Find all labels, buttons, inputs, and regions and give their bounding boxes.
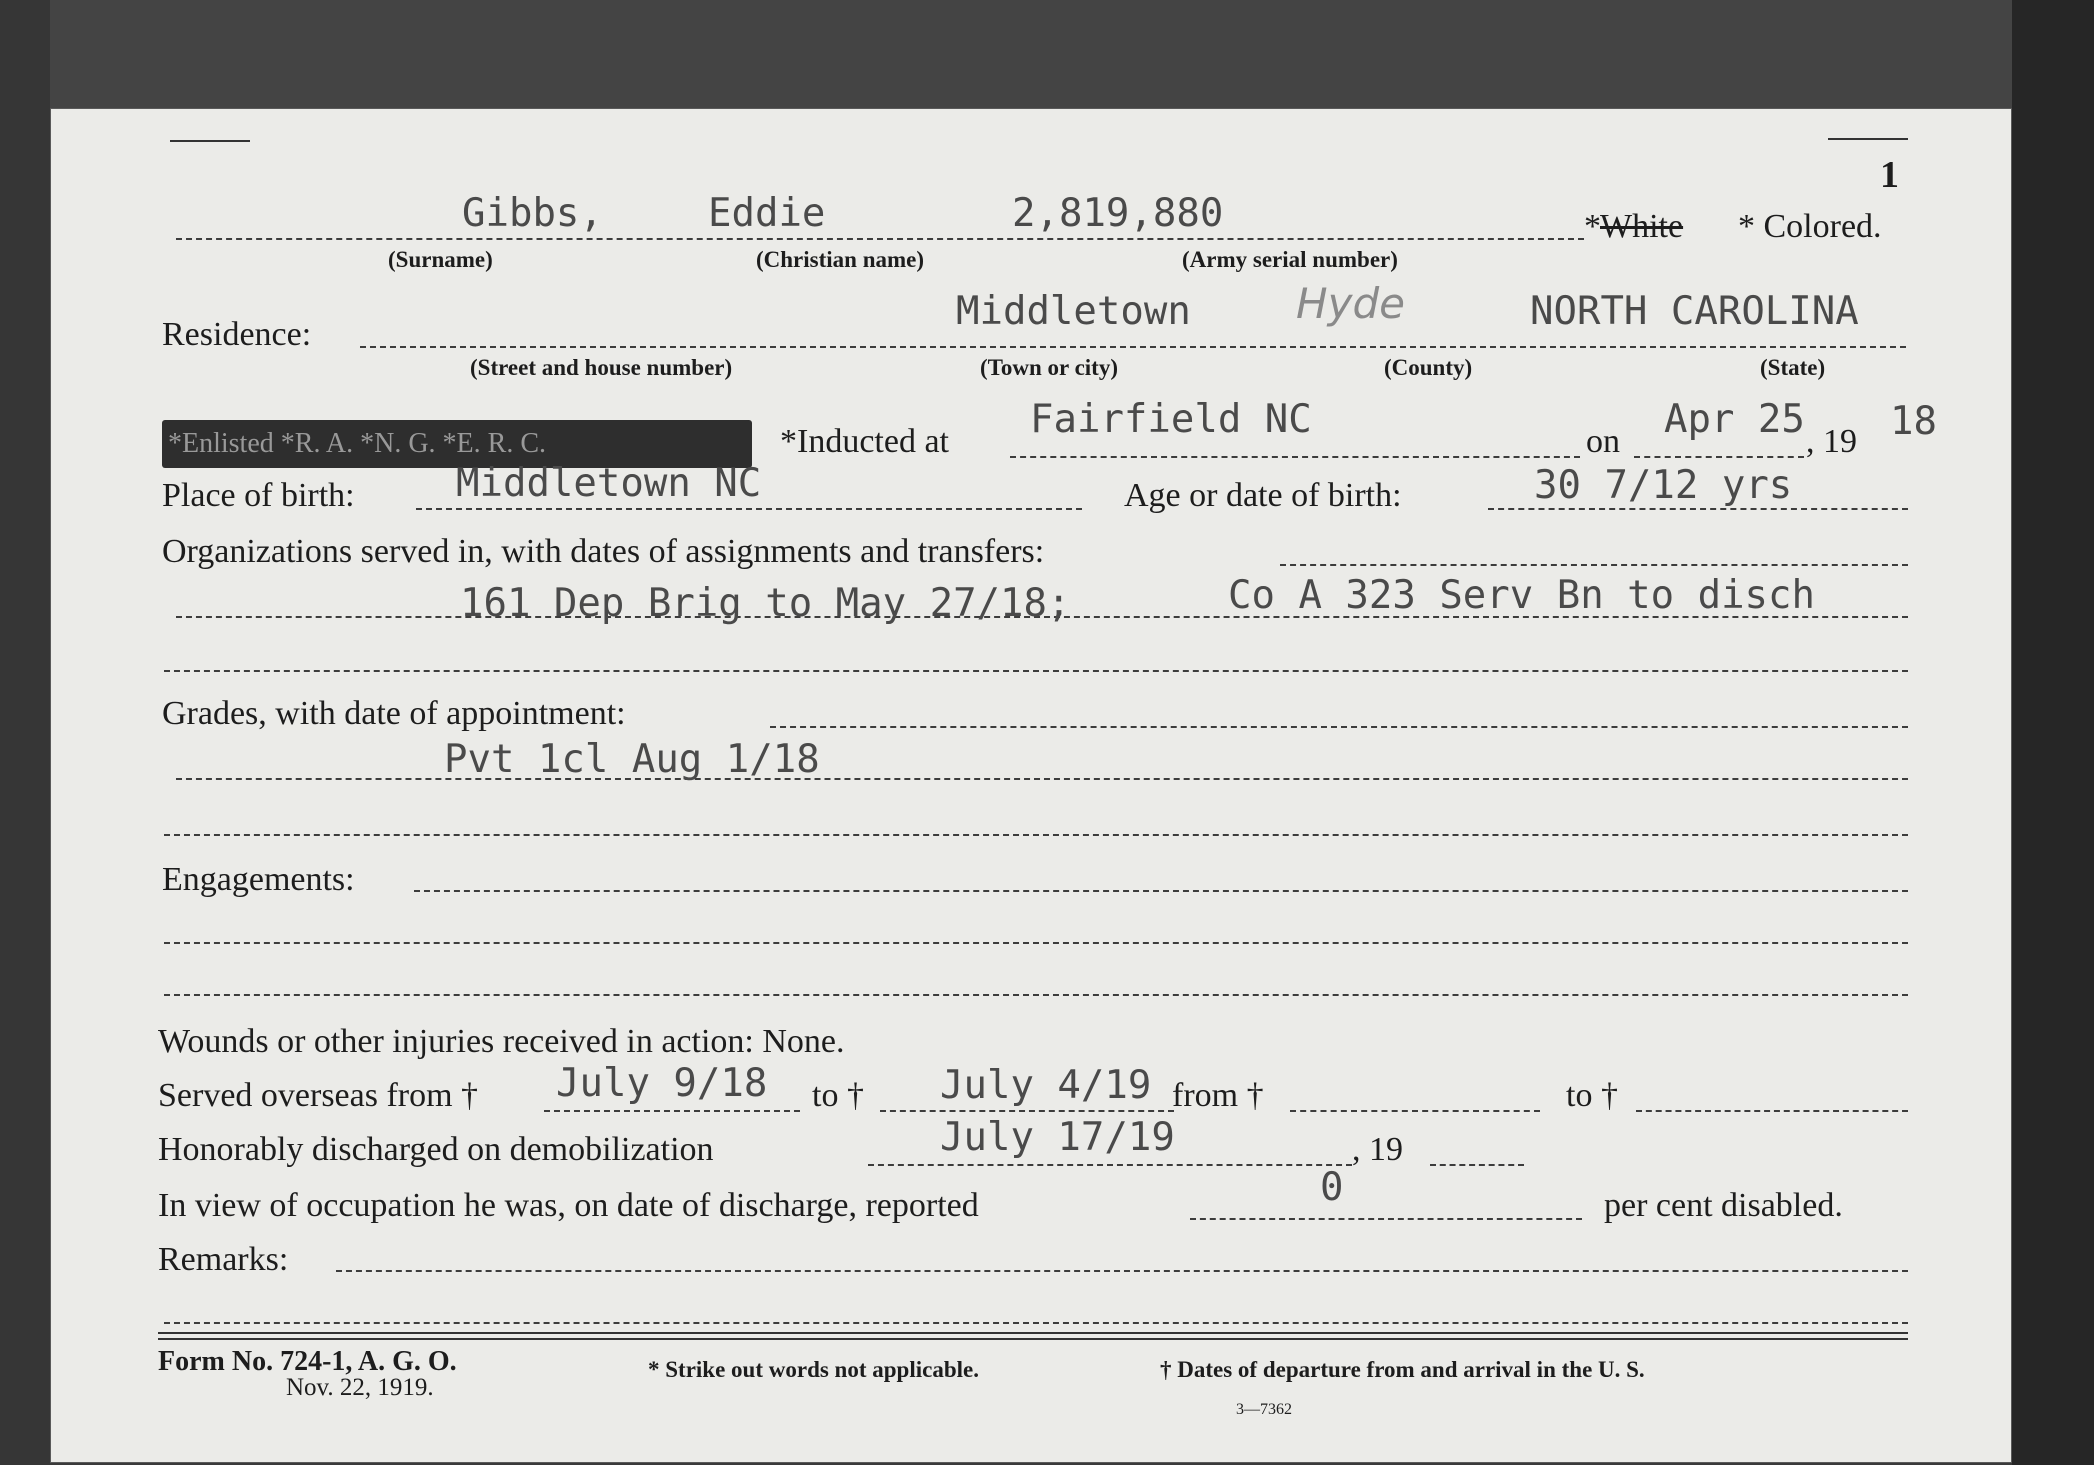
discharge-label: Honorably discharged on demobilization: [158, 1131, 714, 1168]
inducted-line: [1010, 456, 1580, 458]
footer-rule-2: [158, 1338, 1908, 1340]
place-of-birth-value: Middletown NC: [456, 461, 762, 506]
organizations-label: Organizations served in, with dates of assignments and transfers:: [162, 533, 1045, 570]
footer-rule-1: [158, 1332, 1908, 1334]
serial-number-value: 2,819,880: [1012, 191, 1224, 236]
inducted-label: *Inducted at: [780, 423, 949, 460]
engagements-label: Engagements:: [162, 861, 355, 898]
print-code: 3—7362: [1236, 1401, 1292, 1418]
disability-line: [1190, 1218, 1582, 1220]
age-line: [1488, 508, 1908, 510]
overseas-from2-label: from †: [1172, 1077, 1264, 1114]
county-label: (County): [1384, 355, 1473, 380]
corner-mark-right: [1828, 138, 1908, 140]
grades-line-1: [176, 778, 1908, 780]
christian-name-value: Eddie: [708, 191, 826, 236]
overseas-to-line: [880, 1110, 1174, 1112]
remarks-label: Remarks:: [158, 1241, 289, 1278]
on-label: on: [1586, 423, 1620, 460]
race-star: *: [1584, 208, 1601, 245]
organization-entry-2: Co A 323 Serv Bn to disch: [1228, 573, 1815, 618]
age-value: 30 7/12 yrs: [1534, 463, 1793, 508]
strike-note: * Strike out words not applicable.: [648, 1357, 979, 1382]
grades-line-0: [770, 726, 1908, 728]
serial-number-label: (Army serial number): [1182, 247, 1398, 272]
discharge-year-label: , 19: [1352, 1131, 1403, 1168]
background-left: [0, 0, 50, 1465]
overseas-to-value: July 4/19: [940, 1063, 1152, 1108]
discharge-line: [868, 1164, 1352, 1166]
grade-entry: Pvt 1cl Aug 1/18: [444, 737, 820, 782]
organization-entry-1: 161 Dep Brig to May 27/18;: [460, 581, 1071, 626]
organizations-line-0: [1280, 564, 1908, 566]
engagements-line-2: [164, 994, 1908, 996]
background-top: [0, 0, 2094, 108]
grades-label: Grades, with date of appointment:: [162, 695, 626, 732]
dagger-note: † Dates of departure from and arrival in the U. S.: [1160, 1357, 1645, 1382]
overseas-to2-line: [1636, 1110, 1908, 1112]
place-of-birth-label: Place of birth:: [162, 477, 355, 514]
form-number: Form No. 724-1, A. G. O.: [158, 1346, 457, 1377]
inducted-date: Apr 25: [1664, 397, 1805, 442]
card-number: 1: [1880, 154, 1899, 196]
year-prefix: , 19: [1806, 423, 1857, 460]
engagements-line-1: [164, 942, 1908, 944]
overseas-to-label: to †: [812, 1077, 864, 1114]
residence-line: [360, 346, 1906, 348]
disability-value: 0: [1320, 1165, 1344, 1210]
grades-line-2: [164, 834, 1908, 836]
town-label: (Town or city): [980, 355, 1118, 380]
enlisted-struck: *Enlisted *R. A. *N. G. *E. R. C.: [168, 428, 547, 459]
race-white-struck: White: [1600, 208, 1684, 245]
state-label: (State): [1760, 355, 1826, 380]
discharge-date: July 17/19: [940, 1115, 1175, 1160]
organizations-line-2: [164, 670, 1908, 672]
name-line: [176, 238, 1584, 240]
engagements-line-0: [414, 890, 1908, 892]
disability-suffix: per cent disabled.: [1604, 1187, 1843, 1224]
overseas-from2-line: [1290, 1110, 1540, 1112]
remarks-line-0: [336, 1270, 1908, 1272]
inducted-year: 18: [1890, 399, 1937, 444]
race-colored: * Colored.: [1738, 208, 1882, 245]
remarks-line-1: [164, 1322, 1908, 1324]
corner-mark-left: [170, 140, 250, 142]
surname-value: Gibbs,: [462, 191, 603, 236]
town-value: Middletown: [956, 289, 1191, 334]
form-date: Nov. 22, 1919.: [286, 1374, 434, 1401]
discharge-year-line: [1430, 1164, 1524, 1166]
residence-label: Residence:: [162, 316, 312, 353]
county-value: Hyde: [1296, 279, 1405, 328]
surname-label: (Surname): [388, 247, 493, 272]
street-label: (Street and house number): [470, 355, 733, 380]
overseas-label: Served overseas from †: [158, 1077, 479, 1114]
state-value: NORTH CAROLINA: [1530, 289, 1859, 334]
disability-label: In view of occupation he was, on date of discharge, reported: [158, 1187, 979, 1224]
background-right: [2012, 0, 2094, 1465]
place-of-birth-line: [416, 508, 1082, 510]
wounds-label: Wounds or other injuries received in action: None.: [158, 1023, 845, 1060]
age-label: Age or date of birth:: [1124, 477, 1402, 514]
inducted-date-line: [1634, 456, 1804, 458]
overseas-from-value: July 9/18: [556, 1061, 768, 1106]
christian-name-label: (Christian name): [756, 247, 925, 272]
overseas-from-line: [544, 1110, 800, 1112]
overseas-to2-label: to †: [1566, 1077, 1618, 1114]
inducted-place: Fairfield NC: [1030, 397, 1312, 442]
